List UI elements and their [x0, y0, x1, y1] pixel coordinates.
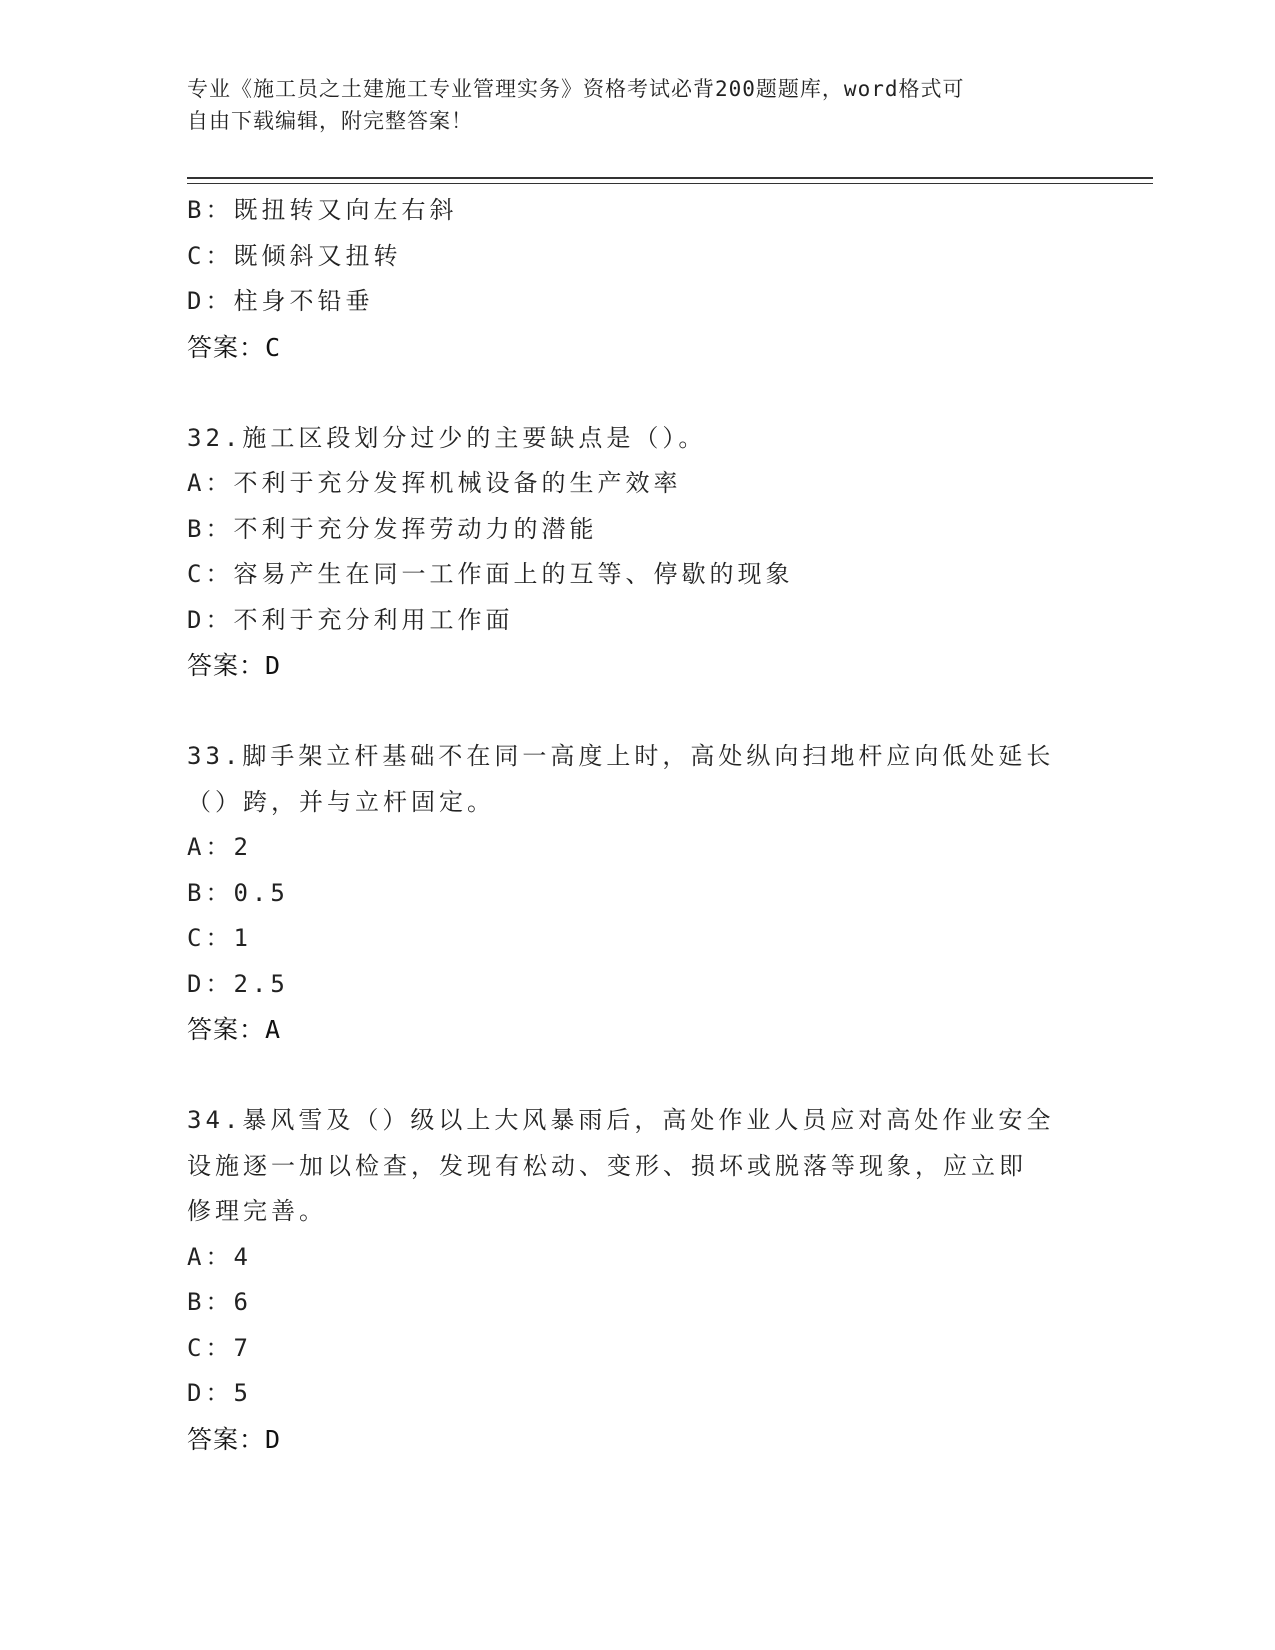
- answer-line: 答案：A: [187, 1015, 282, 1044]
- question-31-fragment: [187, 188, 1087, 370]
- option-c: C：容易产生在同一工作面上的互等、停歇的现象: [187, 560, 794, 588]
- question-stem-line-3: 修理完善。: [187, 1197, 327, 1225]
- spacer: [187, 370, 1087, 416]
- question-33: [187, 734, 1087, 1053]
- option-a: A：2: [187, 833, 252, 861]
- option-d: D：柱身不铅垂: [187, 287, 374, 315]
- spacer: [187, 689, 1087, 735]
- option-c: C：既倾斜又扭转: [187, 241, 402, 270]
- answer-line: 答案：D: [187, 651, 282, 680]
- question-stem-line-2: 设施逐一加以检查，发现有松动、变形、损坏或脱落等现象，应立即: [187, 1151, 1027, 1180]
- question-stem-line-1: 33.脚手架立杆基础不在同一高度上时，高处纵向扫地杆应向低处延长: [187, 742, 1055, 770]
- option-c: C：1: [187, 924, 252, 952]
- option-d: D：不利于充分利用工作面: [187, 605, 514, 634]
- question-34: [187, 1098, 1087, 1462]
- option-d: D：2.5: [187, 969, 289, 998]
- header-title-line-1: 专业《施工员之土建施工专业管理实务》资格考试必背200题题库，word格式可: [187, 77, 965, 101]
- question-stem: 32.施工区段划分过少的主要缺点是（）。: [187, 423, 707, 452]
- option-b: B：不利于充分发挥劳动力的潜能: [187, 514, 598, 543]
- option-b: B：既扭转又向左右斜: [187, 196, 458, 224]
- header-title-line-2: 自由下载编辑，附完整答案！: [187, 109, 473, 133]
- header-divider-thick: [187, 177, 1153, 179]
- question-stem-line-2: （）跨，并与立杆固定。: [187, 787, 495, 816]
- answer-line: 答案：C: [187, 332, 282, 362]
- header-divider-thin: [187, 183, 1153, 184]
- question-32: [187, 416, 1087, 689]
- option-c: C：7: [187, 1333, 252, 1362]
- option-a: A：4: [187, 1242, 252, 1271]
- option-d: D：5: [187, 1379, 252, 1407]
- question-list: [187, 188, 1087, 1462]
- answer-line: 答案：D: [187, 1424, 282, 1454]
- option-a: A：不利于充分发挥机械设备的生产效率: [187, 469, 682, 497]
- spacer: [187, 1053, 1087, 1099]
- option-b: B：0.5: [187, 878, 289, 907]
- question-stem-line-1: 34.暴风雪及（）级以上大风暴雨后，高处作业人员应对高处作业安全: [187, 1106, 1055, 1134]
- document-header: [187, 73, 1067, 137]
- option-b: B：6: [187, 1288, 252, 1316]
